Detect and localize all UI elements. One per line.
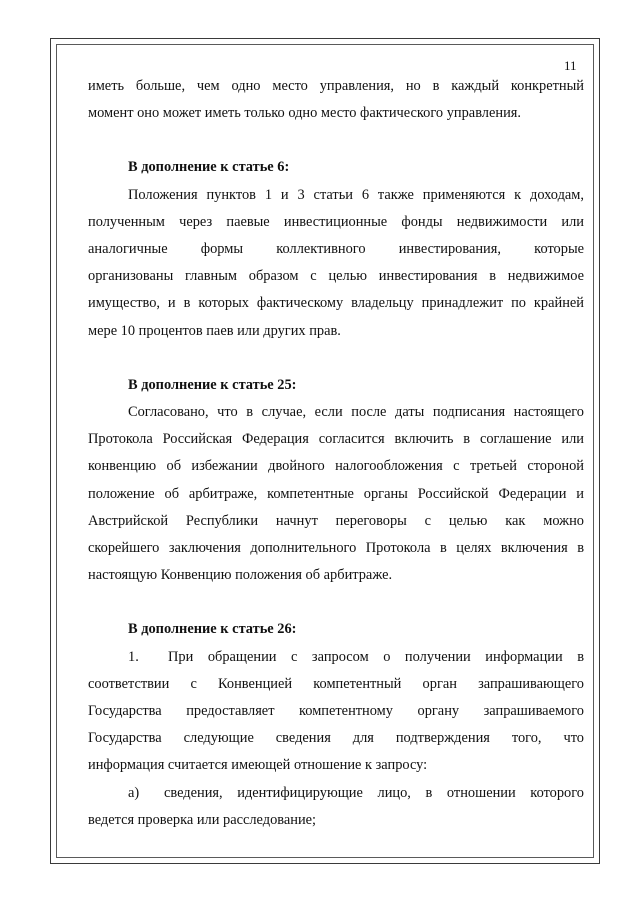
article-6-line: имущество, и в которых фактическому владельцу принадлежит по крайней (88, 295, 584, 312)
article-25-line: положение об арбитраже, компетентные органы Российской Федерации и (88, 485, 584, 502)
article-6-line: полученным через паевые инвестиционные фонды недвижимости или (88, 213, 584, 230)
article-25-line: скорейшего заключения дополнительного Протокола в целях включения в (88, 540, 584, 557)
article-6-line: Положения пунктов 1 и 3 статьи 6 также применяются к доходам, (128, 186, 584, 203)
document-body (88, 73, 584, 834)
article-26-line: Государства предоставляет компетентному органу запрашиваемого (88, 703, 584, 720)
article-25-line: Согласовано, что в случае, если после даты подписания настоящего (128, 404, 584, 421)
article-26-line: информация считается имеющей отношение к запросу: (88, 757, 428, 774)
article-26-item-a-first-line (88, 780, 584, 807)
page-number: 11 (564, 58, 577, 73)
article-26-line: При обращении с запросом о получении информации в (168, 648, 584, 665)
section-heading-article-6: В дополнение к статье 6: (128, 159, 290, 176)
article-26-line: сведения, идентифицирующие лицо, в отношении которого (164, 784, 584, 801)
article-26-line: Государства следующие сведения для подтверждения того, что (88, 730, 584, 747)
article-25-line: настоящую Конвенцию положения об арбитраже. (88, 567, 393, 584)
article-6-line: аналогичные формы коллективного инвестирования, которые (88, 241, 584, 258)
article-25-line: Австрийской Республики начнут переговоры с целью как можно (88, 512, 584, 529)
article-6-line: мере 10 процентов паев или других прав. (88, 322, 341, 339)
article-26-line: ведется проверка или расследование; (88, 811, 317, 828)
article-26-line: соответствии с Конвенцией компетентный орган запрашивающего (88, 675, 584, 692)
list-marker: а) (128, 784, 140, 801)
article-25-line: конвенцию об избежании двойного налогообложения с третьей стороной (88, 458, 584, 475)
list-marker: 1. (128, 648, 139, 665)
intro-line: момент оно может иметь только одно место фактического управления. (88, 105, 521, 122)
intro-line: иметь больше, чем одно место управления, но в каждый конкретный (88, 78, 584, 94)
article-25-line: Протокола Российская Федерация согласится включить в соглашение или (88, 431, 584, 448)
section-heading-article-26: В дополнение к статье 26: (128, 621, 297, 638)
article-6-line: организованы главным образом с целью инвестирования в недвижимое (88, 268, 584, 285)
article-26-item-1-first-line (88, 644, 584, 671)
section-heading-article-25: В дополнение к статье 25: (128, 376, 297, 393)
